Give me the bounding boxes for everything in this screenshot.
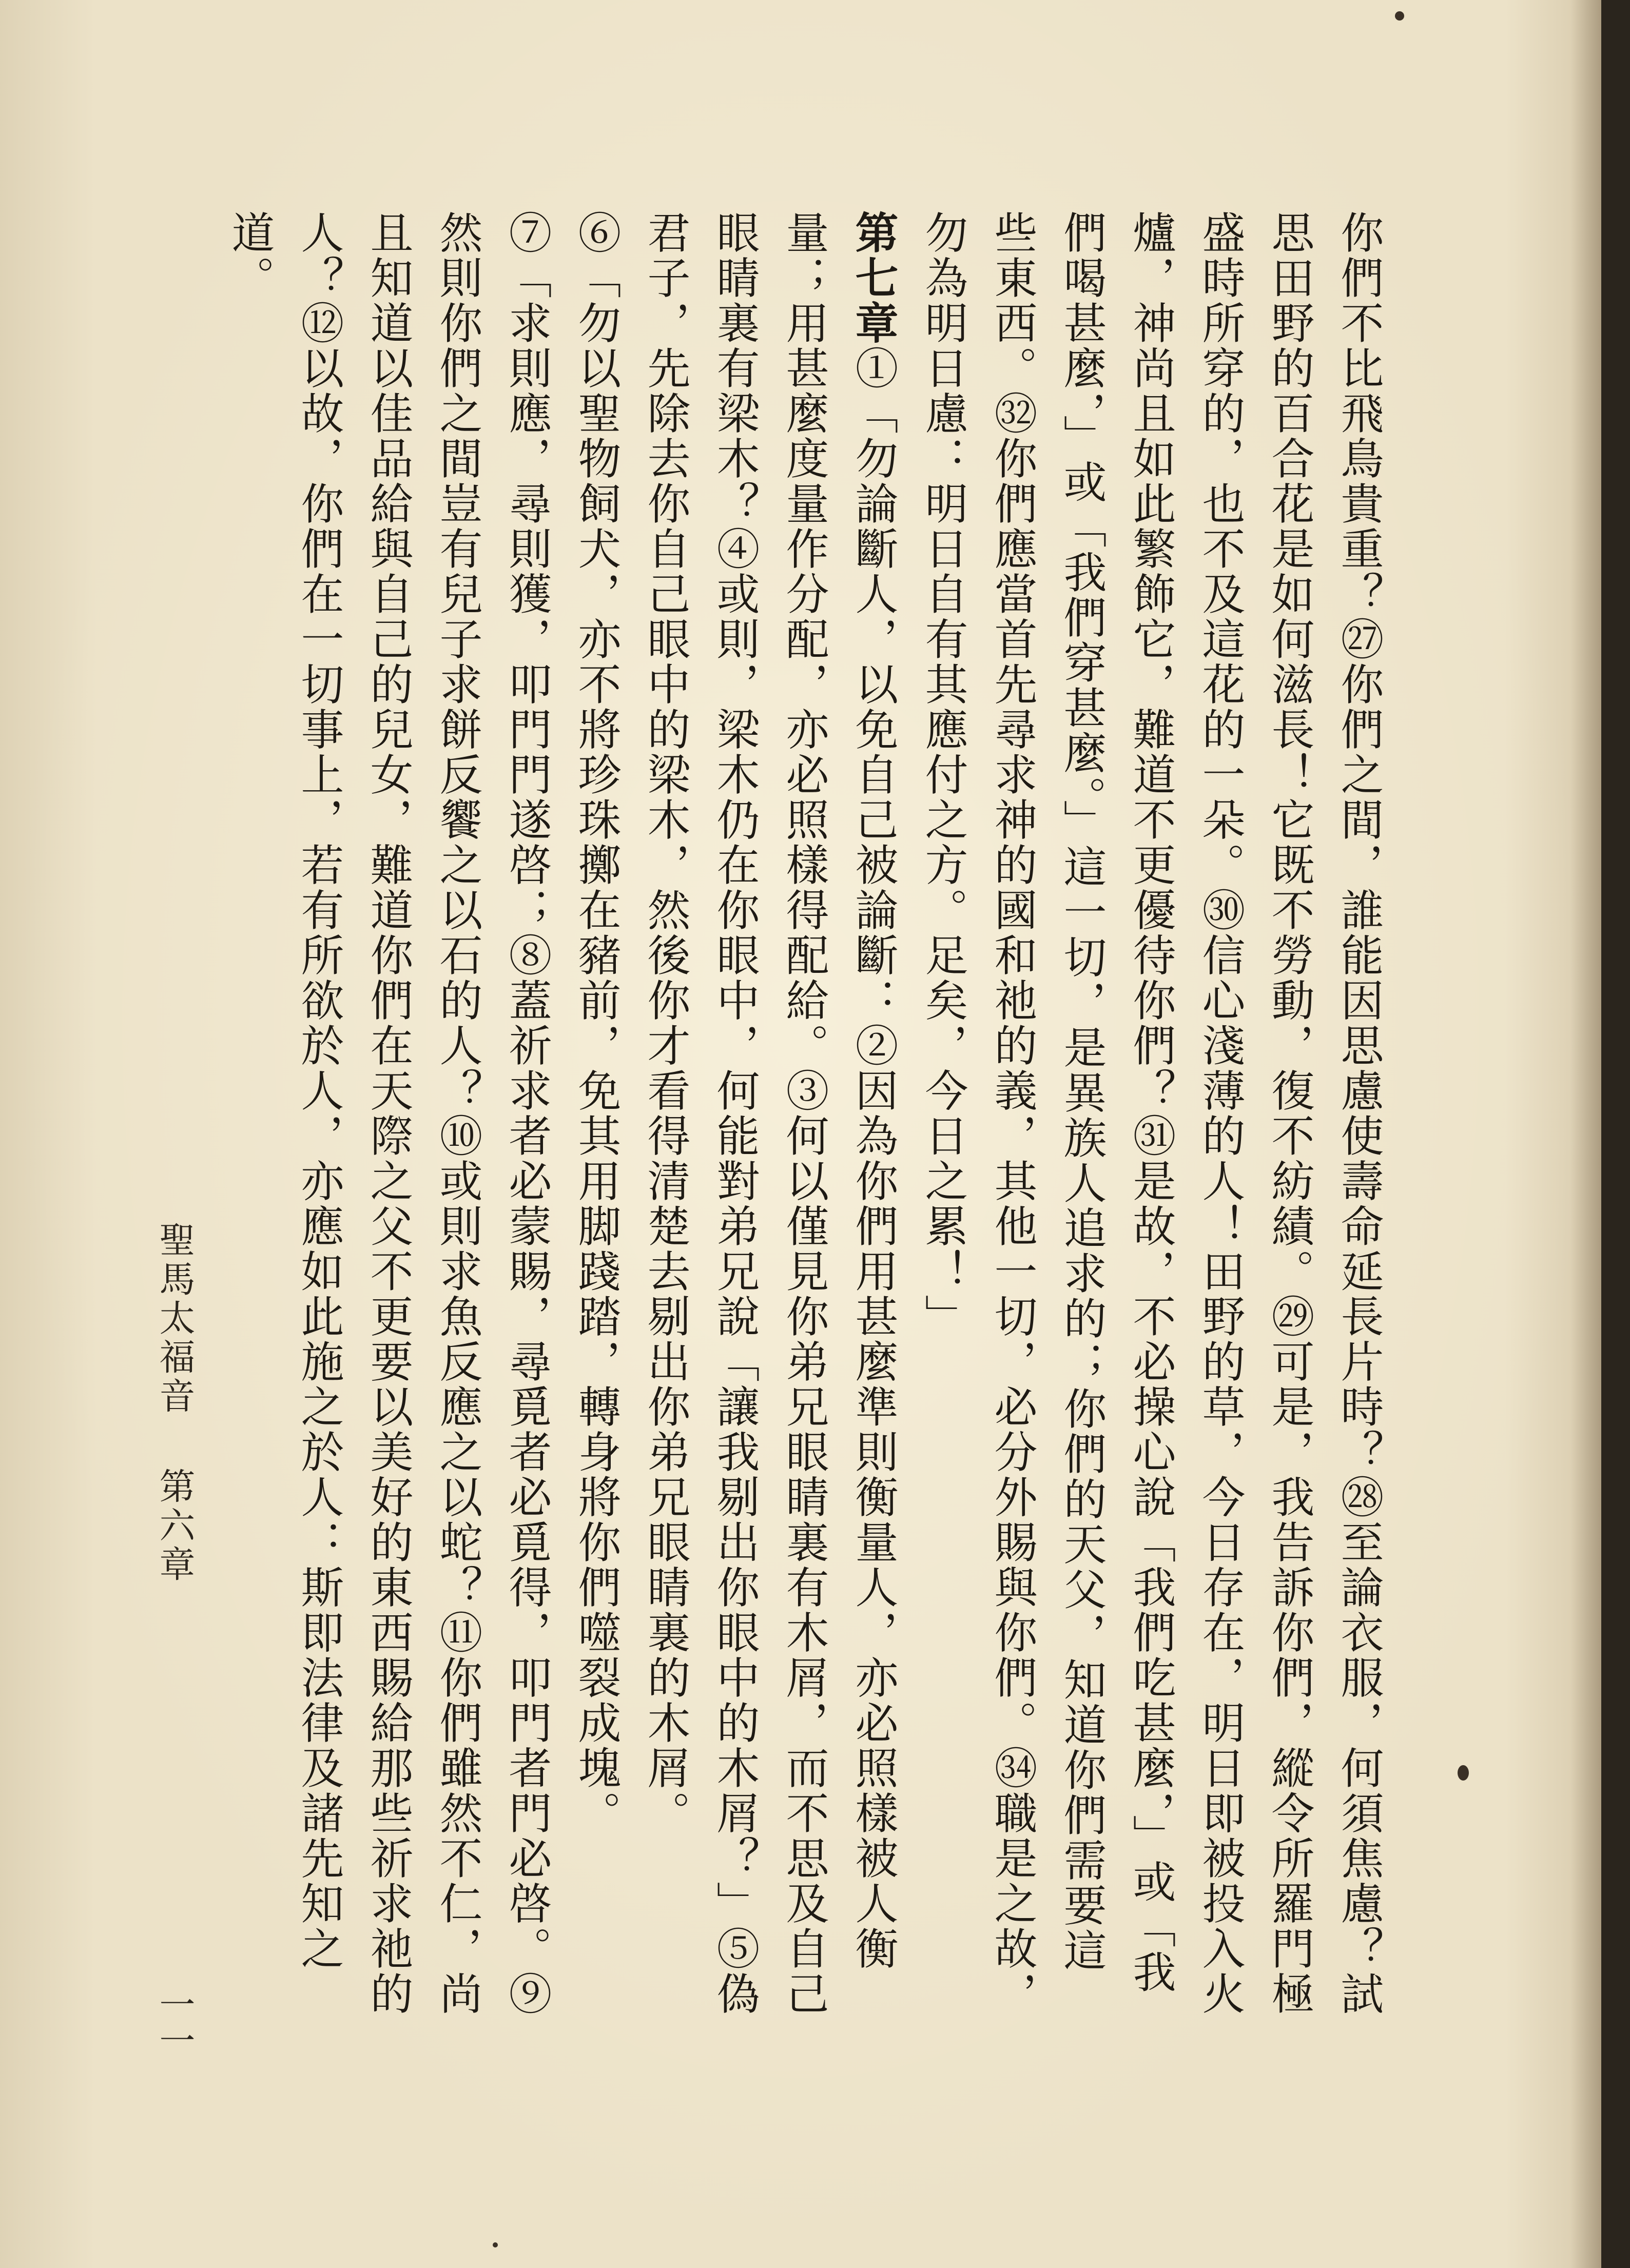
scan-border xyxy=(1601,0,1630,2268)
page-edge-shadow xyxy=(1570,0,1601,2268)
paragraph-chapter-7-opening xyxy=(631,210,908,2017)
paragraph-continuation: 你們不比飛鳥貴重？㉗你們之間，誰能因思慮使壽命延長片時？㉘至論衣服，何須焦慮？試思田野的百合花是如何滋長！它既不勞動，復不紡績。㉙可是，我告訴你們，縱令所羅門極盛時所穿的，也不及這花的一朵。㉚信心淺薄的人！田野的草，今日存在，明日即被投入火爐，神尚且如此繁飾它，難道不更優待你們？㉛是故，不必操心說「我們吃甚麼，」或「我們喝甚麼，」或「我們穿甚麼。」這一切，是異族人追求的；你們的天父，知道你們需要這些東西。㉜你們應當首先尋求神的國和祂的義，其他一切，必分外賜與你們。㉞職是之故，勿為明日慮：明日自有其應付之方。足矣，今日之累！」 xyxy=(918,210,1384,2017)
ink-speck xyxy=(1458,1765,1469,1781)
running-footer-book-title: 聖馬太福音 xyxy=(153,1221,196,1416)
paragraph-chapter-7-text: ①「勿論斷人，以免自己被論斷：②因為你們用甚麼準則衡量人，亦必照樣被人衡量；用甚麼度量作分配，亦必照樣得配給。③何以僅見你弟兄眼睛裏有木屑，而不思及自己眼睛裏有梁木？④或則，梁木仍在你眼中，何能對弟兄說「讓我剔出你眼中的木屑？」⑤偽君子，先除去你自己眼中的梁木，然後你才看得清楚去剔出你弟兄眼睛裏的木屑。 xyxy=(641,210,899,2017)
paragraph-ask-seek: ⑦「求則應，尋則獲，叩門門遂啓；⑧蓋祈求者必蒙賜，尋覓者必覓得，叩門者門必啓。⑨然則你們之間豈有兒子求餅反饗之以石的人？⑩或則求魚反應之以蛇？⑪你們雖然不仁，尚且知道以佳品給與自己的兒女，難道你們在天際之父不更要以美好的東西賜給那些祈求祂的人？⑫以故，你們在一切事上，若有所欲於人，亦應如此施之於人：斯即法律及諸先知之道。 xyxy=(225,210,552,2017)
body-text xyxy=(215,210,1393,2017)
page-number: 一一 xyxy=(153,1986,196,2058)
ink-speck xyxy=(493,2242,498,2247)
running-footer-chapter: 第六章 xyxy=(153,1468,196,1585)
ink-speck xyxy=(1395,11,1404,21)
paragraph-holy-things: ⑥「勿以聖物飼犬，亦不將珍珠擲在豬前，免其用脚踐踏，轉身將你們噬裂成塊。 xyxy=(571,210,622,1836)
chapter-heading: 第七章 xyxy=(848,210,899,346)
